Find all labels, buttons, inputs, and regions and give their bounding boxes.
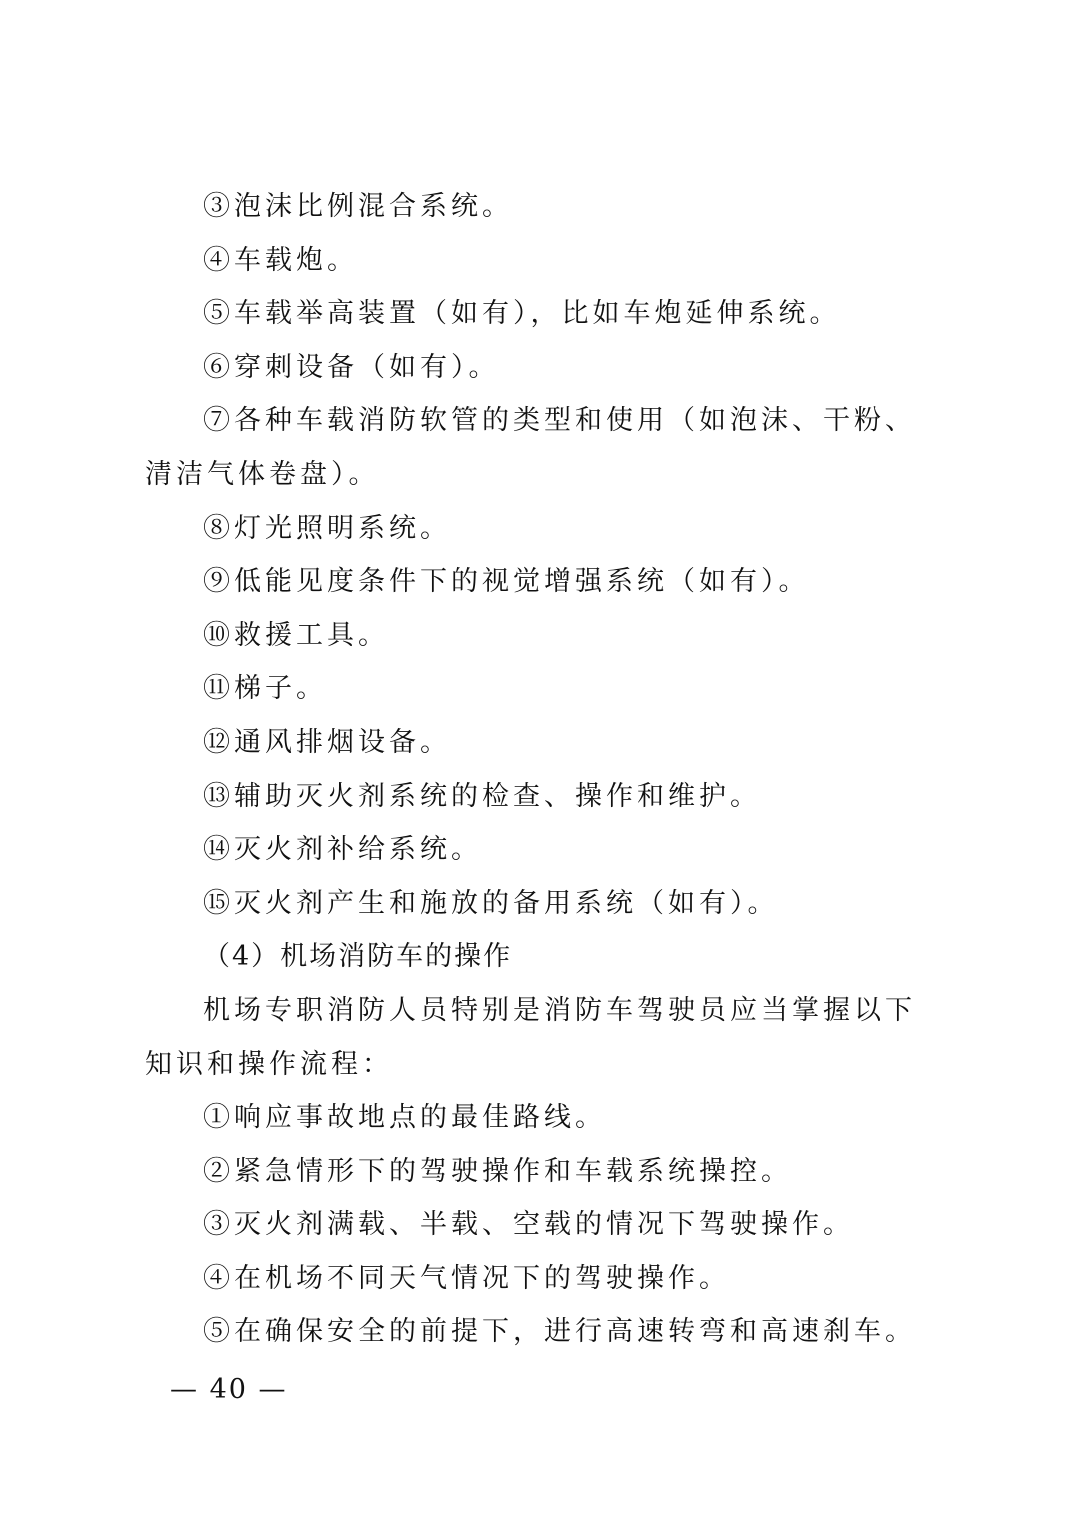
list-item-fire-hose-types: ⑦各种车载消防软管的类型和使用（如泡沫、干粉、清洁气体卷盘）。 (145, 405, 916, 490)
list-item-weather-driving: ④在机场不同天气情况下的驾驶操作。 (203, 1262, 730, 1294)
list-item-lighting-system: ⑧灯光照明系统。 (203, 512, 451, 544)
list-item-auxiliary-agent-system: ⑬辅助灭火剂系统的检查、操作和维护。 (203, 780, 761, 812)
list-item-rescue-tools: ⑩救援工具。 (203, 619, 389, 651)
list-item-piercing-equipment: ⑥穿刺设备（如有）。 (203, 351, 500, 383)
list-item-load-condition-driving: ③灭火剂满载、半载、空载的情况下驾驶操作。 (203, 1209, 854, 1241)
list-item-backup-agent-system: ⑮灭火剂产生和施放的备用系统（如有）。 (203, 887, 779, 919)
body-paragraph-driver-knowledge: 机场专职消防人员特别是消防车驾驶员应当掌握以下知识和操作流程： (145, 994, 916, 1080)
list-item-foam-proportioning-system: ③泡沫比例混合系统。 (203, 191, 513, 222)
list-item-vehicle-mounted-monitor: ④车载炮。 (203, 244, 358, 276)
page-number: — 40 — (170, 1374, 288, 1405)
document-body (145, 180, 945, 1359)
list-item-ladders: ⑪梯子。 (203, 673, 327, 705)
section-heading-fire-vehicle-operation: （4）机场消防车的操作 (203, 941, 513, 973)
list-item-agent-replenishment-system: ⑭灭火剂补给系统。 (203, 834, 482, 866)
list-item-high-speed-operation: ⑤在确保安全的前提下，进行高速转弯和高速刹车。 (203, 1316, 916, 1348)
list-item-emergency-driving: ②紧急情形下的驾驶操作和车载系统操控。 (203, 1155, 792, 1187)
list-item-best-response-route: ①响应事故地点的最佳路线。 (203, 1102, 606, 1134)
list-item-ventilation-equipment: ⑫通风排烟设备。 (203, 726, 451, 758)
list-item-vehicle-elevating-device: ⑤车载举高装置（如有），比如车炮延伸系统。 (203, 298, 841, 330)
list-item-visual-enhancement-system: ⑨低能见度条件下的视觉增强系统（如有）。 (203, 566, 810, 598)
